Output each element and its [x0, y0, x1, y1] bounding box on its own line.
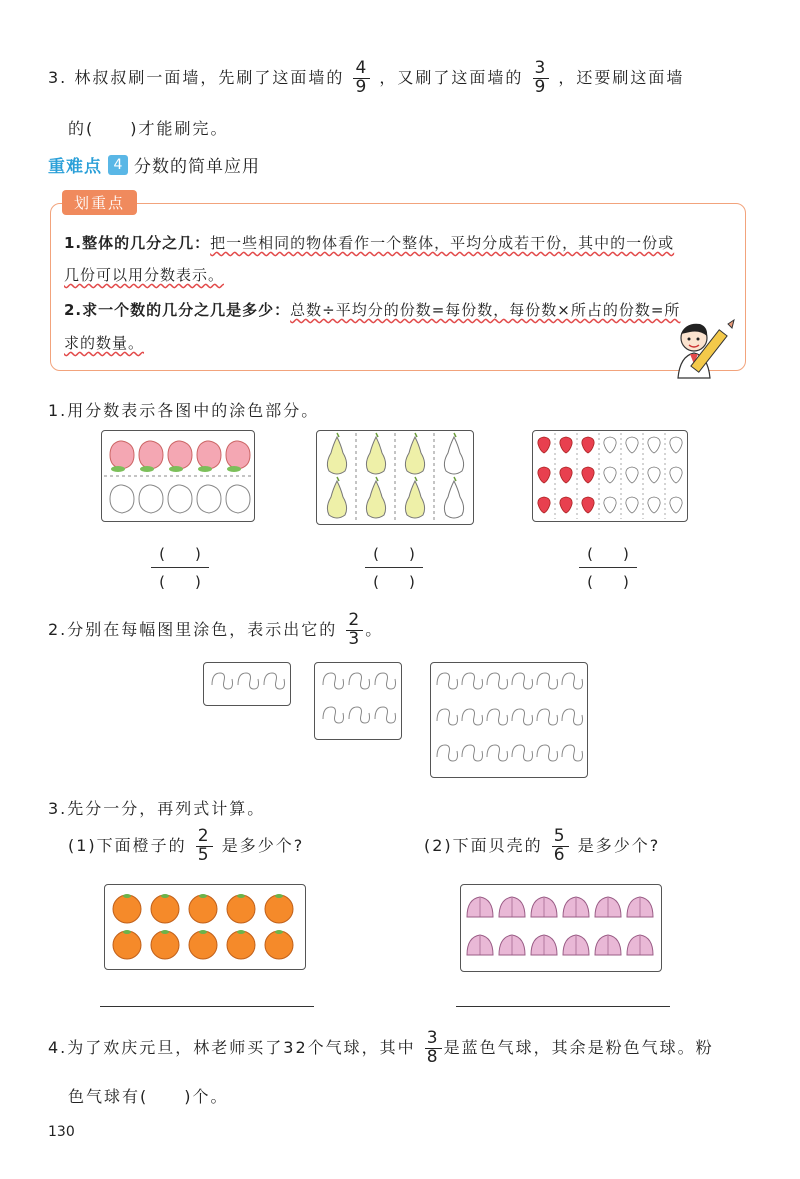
fraction: $\frac{3}{9}$ [534, 58, 548, 97]
question-4: 4.为了欢庆元旦，林老师买了32个气球，其中 $\frac{3}{8}$ 是蓝色气球，其余是粉色气球。粉 [48, 1028, 714, 1067]
question-4-line2: 色气球有( )个。 [68, 1087, 229, 1106]
fraction: $\frac{2}{5}$ [197, 826, 211, 865]
fraction: $\frac{3}{8}$ [426, 1028, 440, 1067]
question-3-top-line2: 的( )才能刷完。 [68, 119, 229, 138]
oranges-figure [104, 884, 306, 970]
question-3-sub2: (2)下面贝壳的 $\frac{5}{6}$ 是多少个? [424, 826, 661, 865]
key-point-2-cont: 求的数量。 [64, 334, 145, 352]
key-point-2: 2.求一个数的几分之几是多少：总数÷平均分的份数=每份数，每份数×所占的份数=所 [64, 301, 681, 319]
answer-line-2[interactable] [456, 1006, 670, 1007]
question-3: 3.先分一分，再列式计算。 [48, 799, 266, 818]
question-1: 1.用分数表示各图中的涂色部分。 [48, 401, 320, 420]
fraction: $\frac{5}{6}$ [553, 826, 567, 865]
section-heading: 重难点 4 分数的简单应用 [48, 156, 260, 177]
key-points-box [50, 203, 746, 371]
peaches-figure [101, 430, 255, 522]
answer-fraction-2[interactable]: ( ) ( ) [364, 543, 424, 592]
question-3-top: 3. 林叔叔刷一面墙，先刷了这面墙的 $\frac{4}{9}$ ，又刷了这面墙的 $\frac{3}{9}$ ，还要刷这面墙 [48, 58, 685, 97]
shade-box-6[interactable] [314, 662, 402, 740]
fraction: $\frac{2}{3}$ [348, 610, 362, 649]
fraction: $\frac{4}{9}$ [355, 58, 369, 97]
pears-figure [316, 430, 474, 525]
shade-box-3[interactable] [203, 662, 291, 706]
key-point-1: 1.整体的几分之几：把一些相同的物体看作一个整体，平均分成若干份，其中的一份或 [64, 234, 675, 252]
strawberries-figure [532, 430, 688, 522]
question-2: 2.分别在每幅图里涂色，表示出它的 $\frac{2}{3}$ 。 [48, 610, 384, 649]
page-number: 130 [48, 1124, 75, 1140]
answer-line-1[interactable] [100, 1006, 314, 1007]
peach-outline-row [110, 485, 250, 513]
answer-fraction-1[interactable]: ( ) ( ) [150, 543, 210, 592]
key-point-1-cont: 几份可以用分数表示。 [64, 266, 225, 284]
peach-shaded-row [110, 441, 250, 472]
shade-box-18[interactable] [430, 662, 588, 778]
section-badge: 4 [108, 155, 128, 175]
answer-fraction-3[interactable]: ( ) ( ) [578, 543, 638, 592]
strawberry-shaded-group [538, 437, 594, 513]
key-points-tag: 划重点 [62, 190, 137, 215]
question-3-sub1: (1)下面橙子的 $\frac{2}{5}$ 是多少个? [68, 826, 305, 865]
shells-figure [460, 884, 662, 972]
teacher-mascot-icon [670, 318, 740, 380]
